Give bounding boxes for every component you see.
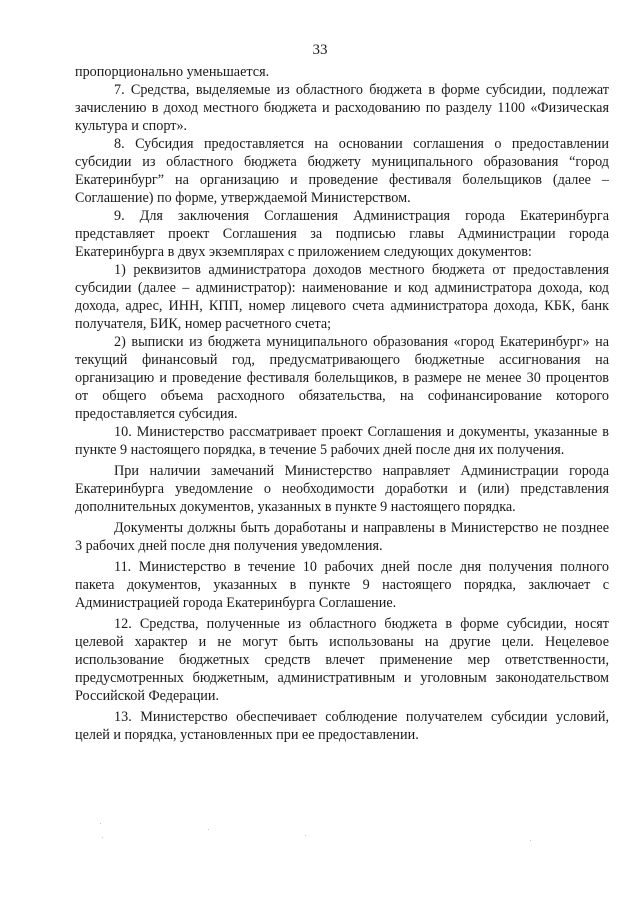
paragraph-10: 10. Министерство рассматривает проект Соглашения и документы, указанные в пункте 9 настоящего порядка, в течение 5 рабочих дней после дня их получения. xyxy=(75,424,609,458)
paragraph-12: 12. Средства, полученные из областного бюджета в форме субсидии, носят целевой характер и не могут быть использованы на другие цели. Нецелевое использование бюджетных средств влечет применение мер ответственности, предусмотренных бюджетным, административным и уголовным законодательством Российской Федерации. xyxy=(75,616,609,704)
paragraph-9-item-1: 1) реквизитов администратора доходов местного бюджета от предоставления субсидии (далее – администратор): наименование и код администратора дохода, код дохода, адрес, ИНН, КПП, номер лицевого счета администратора дохода, КБК, банк получателя, БИК, номер расчетного счета; xyxy=(75,262,609,332)
paragraph-continuation: пропорционально уменьшается. xyxy=(75,64,270,80)
paragraph-9-item-2: 2) выписки из бюджета муниципального образования «город Екатеринбург» на текущий финансовый год, предусматривающего бюджетные ассигнования на организацию и проведение фестиваля болельщиков, в размере не менее 30 процентов от общего объема расходного обязательства, на софинансирование которого предоставляется субсидия. xyxy=(75,334,609,422)
paragraph-10-deadline: Документы должны быть доработаны и направлены в Министерство не позднее 3 рабочих дней после дня получения уведомления. xyxy=(75,520,609,554)
paragraph-13: 13. Министерство обеспечивает соблюдение получателем субсидии условий, целей и порядка, установленных при ее предоставлении. xyxy=(75,709,609,743)
document-body xyxy=(75,63,609,744)
paragraph-11: 11. Министерство в течение 10 рабочих дней после дня получения полного пакета документов, указанных в пункте 9 настоящего порядка, заключает с Администрацией города Екатеринбурга Соглашение. xyxy=(75,559,609,611)
scan-dot xyxy=(530,840,531,841)
paragraph-10-remarks: При наличии замечаний Министерство направляет Администрации города Екатеринбурга уведомление о необходимости доработки и (или) представления дополнительных документов, указанных в пункте 9 настоящего порядка. xyxy=(75,463,609,515)
scan-dot xyxy=(100,823,101,824)
scan-dot xyxy=(208,829,209,830)
scan-dot xyxy=(305,835,306,836)
scan-dot xyxy=(102,837,103,838)
paragraph-7: 7. Средства, выделяемые из областного бюджета в форме субсидии, подлежат зачислению в доход местного бюджета и расходованию по разделу 1100 «Физическая культура и спорт». xyxy=(75,82,609,134)
scan-noise xyxy=(100,815,540,845)
paragraph-9: 9. Для заключения Соглашения Администрация города Екатеринбурга представляет проект Соглашения за подписью главы Администрации города Екатеринбурга в двух экземплярах с приложением следующих документов: xyxy=(75,208,609,260)
page-number: 33 xyxy=(312,42,328,58)
paragraph-8: 8. Субсидия предоставляется на основании соглашения о предоставлении субсидии из областного бюджета бюджету муниципального образования “город Екатеринбург” на организацию и проведение фестиваля болельщиков (далее – Соглашение) по форме, утверждаемой Министерством. xyxy=(75,136,609,206)
